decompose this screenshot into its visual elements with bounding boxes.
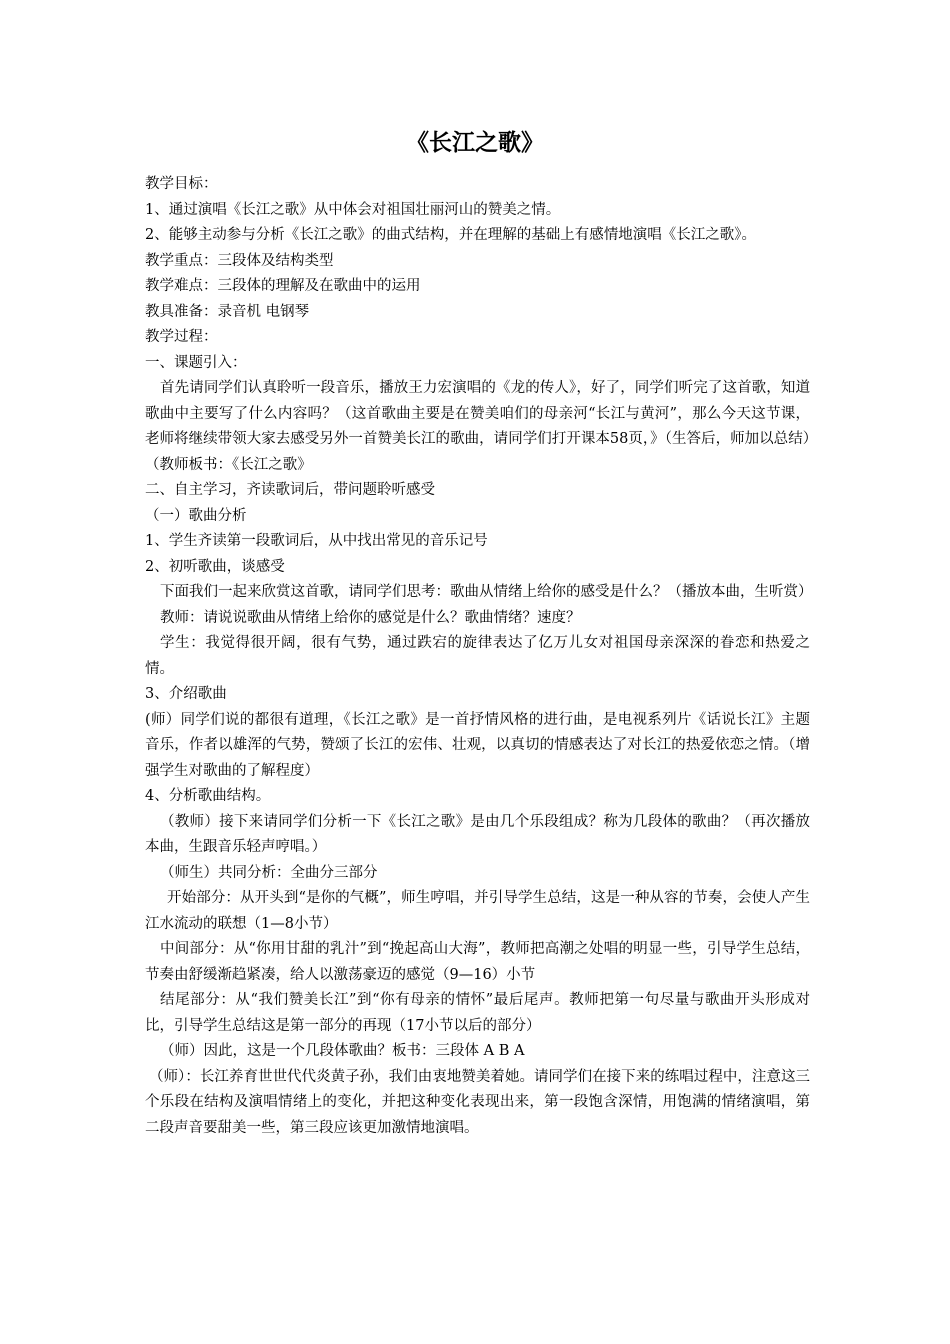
section-heading-introduction: 一、课题引入： [145, 354, 247, 371]
paragraph: 开始部分：从开头到“是你的气概”，师生哼唱，并引导学生总结，这是一种从容的节奏，会使人产生江水流动的联想（1—8小节） [145, 890, 810, 932]
step-item: 4、分析歌曲结构。 [145, 788, 271, 804]
paragraph: 结尾部分：从“我们赞美长江”到“你有母亲的情怀”最后尾声。教师把第一句尽量与歌曲开头形成对比，引导学生总结这是第一部分的再现（17小节以后的部分） [145, 992, 810, 1034]
section-heading-self-study: 二、自主学习，齐读歌词后，带问题聆听感受 [145, 482, 435, 498]
paragraph: （师）：长江养育世世代代炎黄子孙，我们由衷地赞美着她。请同学们在接下来的练唱过程中，注意这三个乐段在结构及演唱情绪上的变化，并把这种变化表现出来，第一段饱含深情，用饱满的情绪演唱，第二段声音要甜美一些，第三段应该更加激情地演唱。 [145, 1068, 810, 1136]
step-item: 3、介绍歌曲 [145, 686, 227, 702]
difficult-point: 教学难点：三段体的理解及在歌曲中的运用 [145, 278, 421, 294]
paragraph: （师生）共同分析：全曲分三部分 [160, 864, 378, 881]
document-body [145, 172, 825, 1141]
paragraph: (师）同学们说的都很有道理，《长江之歌》是一首抒情风格的进行曲，是电视系列片《话说长江》主题音乐，作者以雄浑的气势，赞颂了长江的宏伟、壮观，以真切的情感表达了对长江的热爱依恋之情。（增强学生对歌曲的了解程度） [145, 711, 810, 779]
document-title: 《长江之歌》 [406, 129, 544, 156]
paragraph: 学生：我觉得很开阔，很有气势，通过跌宕的旋律表达了亿万儿女对祖国母亲深深的眷恋和热爱之情。 [145, 635, 810, 677]
paragraph: （教师）接下来请同学们分析一下《长江之歌》是由几个乐段组成？称为几段体的歌曲？（再次播放本曲，生跟音乐轻声哼唱。） [145, 813, 810, 855]
section-heading-objectives: 教学目标： [145, 176, 218, 192]
paragraph: （师）因此，这是一个几段体歌曲？板书：三段体 A B A [160, 1043, 525, 1059]
step-item: 1、学生齐读第一段歌词后，从中找出常见的音乐记号 [145, 533, 488, 549]
objective-item: 1、通过演唱《长江之歌》从中体会对祖国壮丽河山的赞美之情。 [145, 201, 561, 218]
subsection-heading: （一）歌曲分析 [145, 507, 247, 524]
teaching-aids: 教具准备：录音机 电钢琴 [145, 303, 310, 320]
paragraph: 下面我们一起来欣赏这首歌，请同学们思考：歌曲从情绪上给你的感受是什么？（播放本曲，生听赏） [160, 584, 813, 600]
key-point: 教学重点：三段体及结构类型 [145, 252, 334, 269]
paragraph: 教师：请说说歌曲从情绪上给你的感觉是什么？歌曲情绪？速度？ [160, 609, 581, 626]
paragraph: 中间部分：从“你用甘甜的乳汁”到“挽起高山大海”，教师把高潮之处唱的明显一些，引导学生总结，节奏由舒缓渐趋紧凑，给人以激荡豪迈的感觉（9—16）小节 [145, 941, 810, 983]
paragraph: 首先请同学们认真聆听一段音乐，播放王力宏演唱的《龙的传人》，好了，同学们听完了这首歌，知道歌曲中主要写了什么内容吗？（这首歌曲主要是在赞美咱们的母亲河“长江与黄河”，那么今天这节课，老师将继续带领大家去感受另外一首赞美长江的歌曲，请同学们打开课本58页，》（生答后，师加以总结） （教师板书：《长江之歌》 [145, 380, 825, 473]
section-heading-process: 教学过程： [145, 329, 218, 345]
step-item: 2、初听歌曲，谈感受 [145, 558, 285, 575]
objective-item: 2、能够主动参与分析《长江之歌》的曲式结构，并在理解的基础上有感情地演唱《长江之歌》。 [145, 227, 756, 243]
